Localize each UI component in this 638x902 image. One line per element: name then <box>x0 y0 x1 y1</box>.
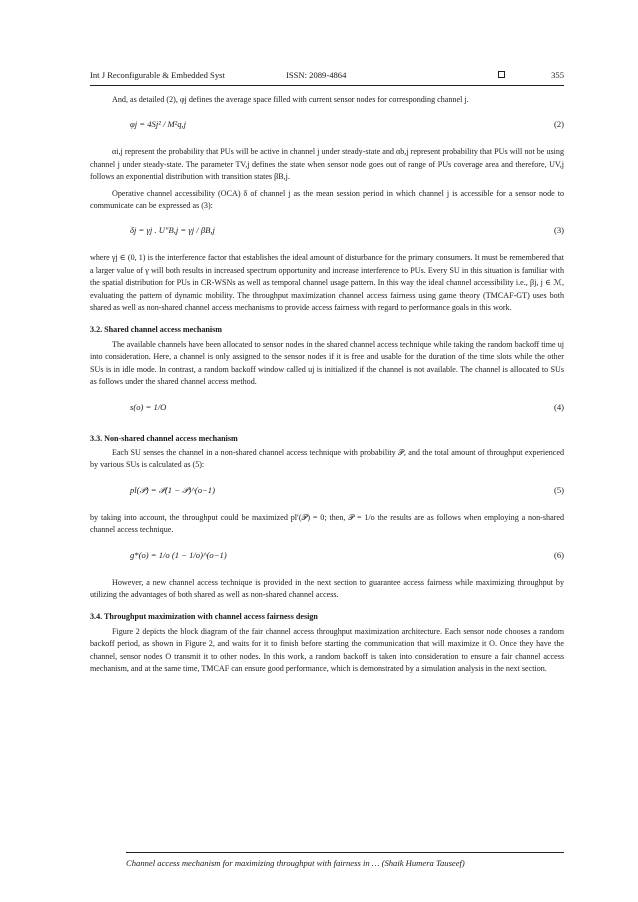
equation-text: δj = γj . U″B,j = γj / βB,j <box>130 225 215 236</box>
running-header <box>90 70 564 84</box>
equation-text: g*(o) = 1/o (1 − 1/o)^(o−1) <box>130 549 227 560</box>
running-footer: Channel access mechanism for maximizing throughput with fairness in … (Shaik Humera Tauseef) <box>126 858 465 868</box>
header-rule <box>90 85 564 86</box>
paragraph: The available channels have been allocated to sensor nodes in the shared channel access technique while taking the random backoff time uj into consideration. Here, a channel is only assigned to the sensor nodes if it is free and usable for the duration of the time slots while the other SUs is in idle mode. In contrast, a random backoff window called uj is initialized if the channel is not available. The channel is allocated to SUs as follows under the shared channel access method. <box>90 339 564 387</box>
equation-6 <box>90 541 564 571</box>
footer-rule <box>126 852 564 853</box>
equation-number: (5) <box>553 484 564 495</box>
paragraph: Operative channel accessibility (OCA) δ of channel j as the mean session period in which channel j is accessible for a sensor node to communicate can be expressed as (3): <box>90 188 564 211</box>
paragraph: Each SU senses the channel in a non-shared channel access technique with probability 𝒫, and the total amount of throughput experienced by various SUs is calculated as (5): <box>90 447 564 470</box>
equation-text: pl(𝒫) = 𝒫(1 − 𝒫)^(o−1) <box>130 484 215 495</box>
issn: ISSN: 2089-4864 <box>286 70 347 80</box>
page-body <box>90 94 564 679</box>
paragraph: However, a new channel access technique is provided in the next section to guarantee access fairness while maximizing throughput by utilizing the advantages of both shared as well as non-shared channel access. <box>90 577 564 599</box>
journal-name: Int J Reconfigurable & Embedded Syst <box>90 70 225 80</box>
paper-page <box>90 0 564 902</box>
box-icon <box>498 71 505 78</box>
equation-4 <box>90 393 564 423</box>
page-number: 355 <box>551 70 564 80</box>
equation-number: (6) <box>553 549 564 560</box>
section-heading: 3.2. Shared channel access mechanism <box>90 325 223 335</box>
paragraph: Figure 2 depicts the block diagram of the fair channel access throughput maximization architecture. Each sensor node chooses a random backoff period, as shown in Figure 2, and waits for it to finish before starting the communication that will maximize it O. Once they have the channel, sensor nodes O transmit it to other nodes. In this work, a random backoff is taken into consideration to ensure a fair channel access mechanism, and at the same time, TMCAF can ensure good performance, which is demonstrated by a simulation analysis in the next section. <box>90 626 564 673</box>
equation-number: (4) <box>553 401 564 412</box>
paragraph: And, as detailed (2), φj defines the average space filled with current sensor nodes for corresponding channel j. <box>112 95 469 104</box>
paragraph: by taking into account, the throughput could be maximized pl′(𝒫) = 0; then, 𝒫 = 1/o the results are as follows when employing a non-shared channel access technique. <box>90 512 564 535</box>
paragraph: where γj ∈ (0, 1) is the interference factor that establishes the ideal amount of disturbance for the primary consumers. It must be remembered that a larger value of γ will both results in increased spectrum opportunity and increase interference to PUs. Every SU in this situation is familiar with the spatial distribution for PUs in CR-WSNs as well as temporal channel usage pattern. In this way the ideal channel accessibility i.e., βj, j ∈ ℳ, evaluating the pattern of dynamic mobility. The throughput maximization channel access fairness using game theory (TMCAF-GT) uses both shared as well as non-shared channel access mechanisms to provide access fairness with regard to performance goals in this work. <box>90 253 564 313</box>
paragraph: αi,j represent the probability that PUs will be active in channel j under steady-state and αb,j represent probability that PUs will not be using channel j under steady-state. The parameter TV,j defines the state when sensor node goes out of range of PUs coverage area and therefore, UV,j follows an exponential distribution with transition states βB,j. <box>90 147 564 182</box>
equation-text: s(o) = 1/O <box>130 401 167 412</box>
section-heading: 3.3. Non-shared channel access mechanism <box>90 433 238 443</box>
equation-5 <box>90 476 564 506</box>
equation-number: (3) <box>553 225 564 236</box>
equation-3 <box>90 216 564 246</box>
equation-2 <box>90 110 564 140</box>
equation-number: (2) <box>553 119 564 130</box>
equation-text: φj = 4Sj² / M²q,j <box>130 119 187 130</box>
section-heading: 3.4. Throughput maximization with channel access fairness design <box>90 612 318 622</box>
